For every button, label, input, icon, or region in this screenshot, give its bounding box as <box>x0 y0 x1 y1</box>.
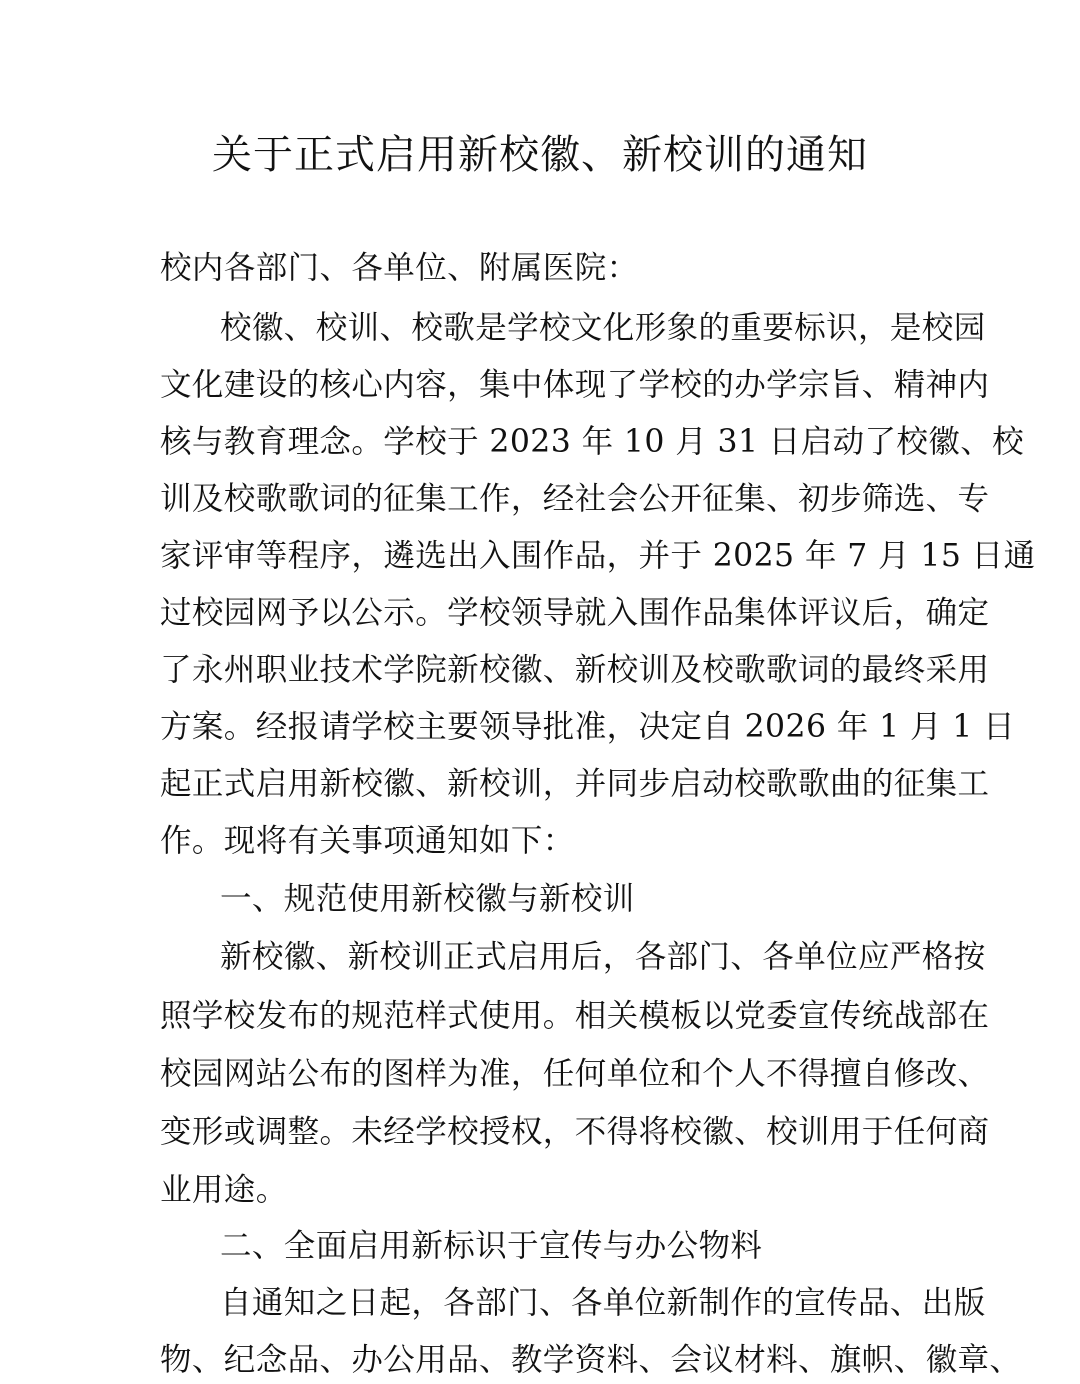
paragraph1-line: 核与教育理念。学校于 2023 年 10 月 31 日启动了校徽、校 <box>160 424 1025 460</box>
section1-line: 校园网站公布的图样为准，任何单位和个人不得擅自修改、 <box>160 1056 990 1092</box>
paragraph1-line: 校徽、校训、校歌是学校文化形象的重要标识，是校园 <box>220 310 986 346</box>
section2-heading: 二、全面启用新标识于宣传与办公物料 <box>220 1228 763 1264</box>
salutation: 校内各部门、各单位、附属医院： <box>160 250 639 286</box>
section1-line: 照学校发布的规范样式使用。相关模板以党委宣传统战部在 <box>160 998 990 1034</box>
paragraph1-line: 方案。经报请学校主要领导批准，决定自 2026 年 1 月 1 日 <box>160 709 1016 745</box>
document-title: 关于正式启用新校徽、新校训的通知 <box>212 132 868 178</box>
paragraph1-line: 家评审等程序，遴选出入围作品，并于 2025 年 7 月 15 日通 <box>160 538 1036 574</box>
paragraph1-line: 训及校歌歌词的征集工作，经社会公开征集、初步筛选、专 <box>160 481 990 517</box>
paragraph1-line: 过校园网予以公示。学校领导就入围作品集体评议后，确定 <box>160 595 990 631</box>
paragraph1-line: 文化建设的核心内容，集中体现了学校的办学宗旨、精神内 <box>160 367 990 403</box>
section1-line: 新校徽、新校训正式启用后，各部门、各单位应严格按 <box>220 939 986 975</box>
paragraph1-line: 起正式启用新校徽、新校训，并同步启动校歌歌曲的征集工 <box>160 766 990 802</box>
section1-line: 业用途。 <box>160 1172 288 1208</box>
section1-heading: 一、规范使用新校徽与新校训 <box>220 881 635 917</box>
section1-line: 变形或调整。未经学校授权，不得将校徽、校训用于任何商 <box>160 1114 990 1150</box>
paragraph1-line: 了永州职业技术学院新校徽、新校训及校歌歌词的最终采用 <box>160 652 990 688</box>
section2-line: 物、纪念品、办公用品、教学资料、会议材料、旗帜、徽章、 <box>160 1342 1022 1378</box>
paragraph1-line: 作。现将有关事项通知如下： <box>160 823 575 859</box>
section2-line: 自通知之日起，各部门、各单位新制作的宣传品、出版 <box>220 1285 986 1321</box>
